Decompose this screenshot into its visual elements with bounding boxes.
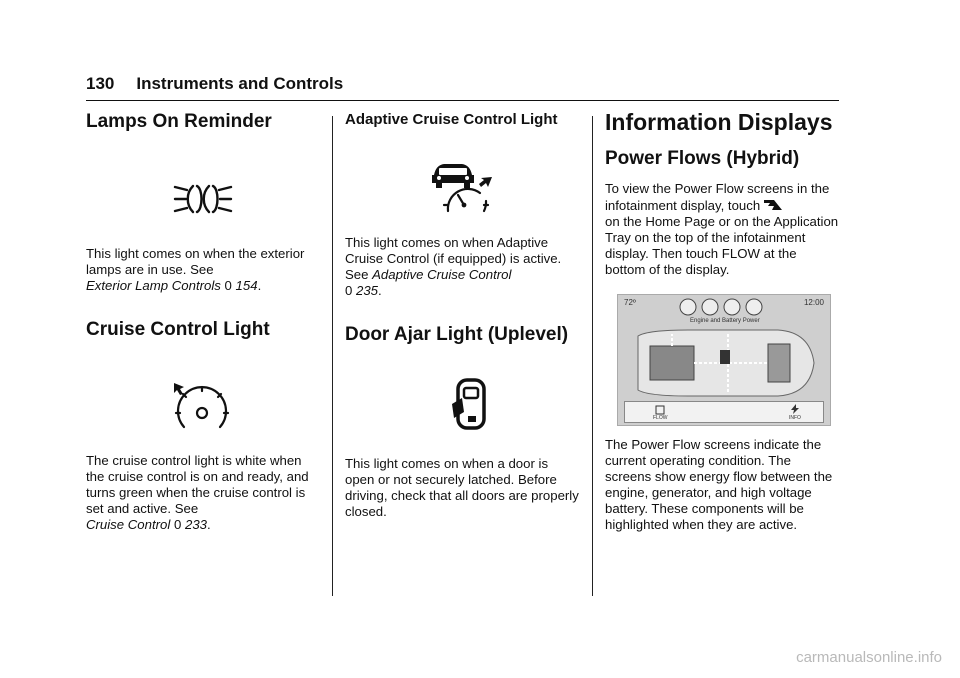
- vehicle-energy-diagram: [628, 328, 820, 398]
- adaptive-cruise-heading: Adaptive Cruise Control Light: [345, 111, 558, 128]
- screen-caption: Engine and Battery Power: [690, 318, 760, 324]
- lamps-on-description: This light comes on when the exterior lamps are in use. See Exterior Lamp Controls 0 154.: [86, 246, 305, 293]
- section-title: Instruments and Controls: [136, 74, 344, 93]
- footer-watermark: carmanualsonline.info: [796, 649, 942, 666]
- lamps-on-icon: [173, 179, 233, 219]
- cruise-control-light-heading: Cruise Control Light: [86, 319, 270, 340]
- screen-temperature: 72º: [624, 298, 636, 307]
- screen-bottom-bar: [624, 401, 824, 423]
- ref-arrow: 0: [173, 517, 182, 532]
- column-2: [345, 108, 581, 520]
- ref-arrow: 0: [345, 283, 353, 298]
- lightning-icon: [791, 404, 799, 414]
- column-1: [86, 108, 316, 533]
- information-displays-heading: Information Displays: [605, 109, 833, 135]
- page-number: 130: [86, 74, 115, 93]
- column-divider-2: [592, 116, 593, 596]
- power-flows-intro: To view the Power Flow screens in the infotainment display, touch: [605, 181, 830, 213]
- power-flows-instructions: on the Home Page or on the Application Tray on the top of the infotainment display. Then touch FLOW at the bottom of the display.: [605, 214, 839, 277]
- acc-ref-page[interactable]: 235: [356, 283, 379, 298]
- flow-button-label[interactable]: FLOW: [653, 415, 668, 421]
- exterior-lamp-controls-link[interactable]: Exterior Lamp Controls: [86, 278, 221, 293]
- column-3-lower: [605, 437, 835, 533]
- adaptive-cruise-link[interactable]: Adaptive Cruise Control: [372, 267, 512, 282]
- ref-arrow: 0: [224, 278, 232, 293]
- cruise-control-icon: [172, 381, 232, 433]
- header-rule: [86, 100, 839, 101]
- cruise-control-description: The cruise control light is white when the cruise control is on and ready, and turns green when the cruise control is set and active. See Cruise Control 0 233.: [86, 453, 309, 532]
- door-ajar-icon: [448, 378, 488, 432]
- lamps-ref-page[interactable]: 154: [235, 278, 258, 293]
- power-flow-screen-illustration: [617, 294, 831, 426]
- cruise-ref-page[interactable]: 233: [184, 517, 207, 532]
- lamps-on-reminder-heading: Lamps On Reminder: [86, 111, 272, 132]
- screen-app-icons: [678, 297, 770, 317]
- cruise-control-link[interactable]: Cruise Control: [86, 517, 171, 532]
- power-flows-heading: Power Flows (Hybrid): [605, 148, 800, 169]
- flow-button-icon: [655, 405, 665, 415]
- door-ajar-description: This light comes on when a door is open or not securely latched. Before driving, check that all doors are properly closed.: [345, 456, 579, 519]
- screen-time: 12:00: [803, 298, 824, 307]
- adaptive-cruise-icon: [430, 161, 494, 213]
- column-3: [605, 108, 840, 278]
- info-button-label[interactable]: INFO: [789, 415, 801, 421]
- page-header: [86, 74, 343, 94]
- power-flow-touch-icon: [764, 199, 782, 211]
- adaptive-cruise-description: This light comes on when Adaptive Cruise Control (if equipped) is active. See Adaptive Cruise Control 0 235.: [345, 235, 562, 298]
- column-divider-1: [332, 116, 333, 596]
- door-ajar-heading: Door Ajar Light (Uplevel): [345, 324, 569, 345]
- power-flows-description: The Power Flow screens indicate the current operating condition. The screens show energy flow between the engine, generator, and high voltage battery. These components will be highlighted when they are active.: [605, 437, 833, 532]
